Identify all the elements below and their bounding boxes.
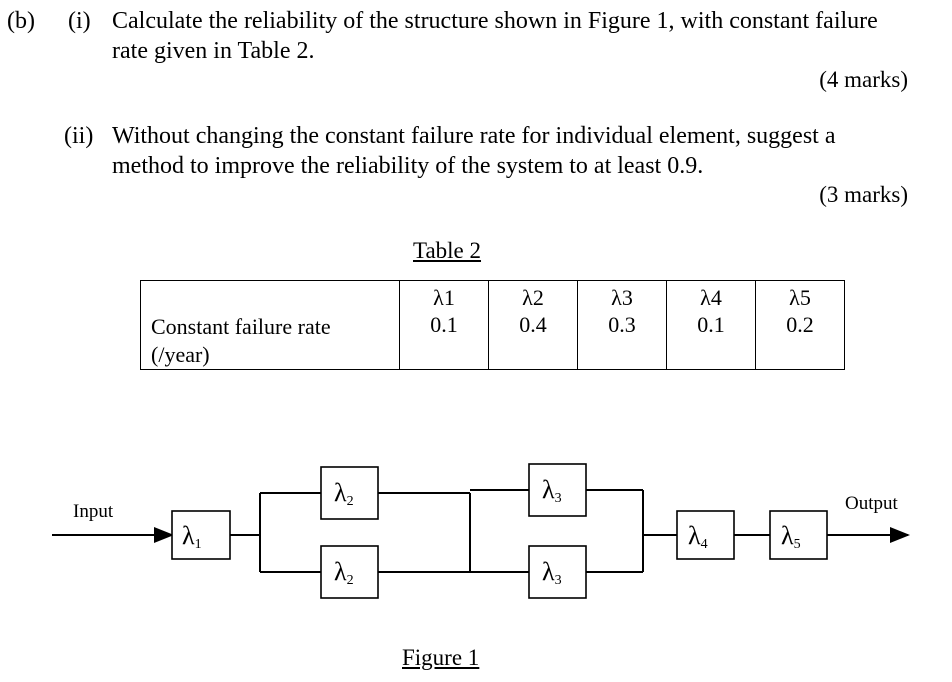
cell-value: 0.3 [608, 312, 636, 337]
block-lambda-3-upper [529, 464, 586, 516]
cell-value: 0.1 [697, 312, 725, 337]
block-lambda-3-lower [529, 546, 586, 598]
row-label-line-2: (/year) [151, 342, 210, 367]
table-cell-lambda-2 [489, 281, 578, 370]
table-caption: Table 2 [413, 238, 482, 263]
cell-value: 0.4 [519, 312, 547, 337]
block-lambda-4-label: λ4 [688, 521, 708, 552]
sub-question-1-line-1: Calculate the reliability of the structure shown in Figure 1, with constant failure [112, 8, 878, 34]
table-row [141, 281, 845, 370]
block-lambda-2-upper [321, 467, 378, 519]
column-header: λ5 [789, 285, 811, 310]
table-cell-lambda-3 [578, 281, 667, 370]
block-lambda-2-lower [321, 546, 378, 598]
figure-caption: Figure 1 [402, 645, 480, 670]
table-cell-lambda-5 [756, 281, 845, 370]
column-header: λ4 [700, 285, 722, 310]
table-cell-lambda-1 [400, 281, 489, 370]
input-label: Input [73, 501, 114, 522]
part-label: (b) [7, 8, 35, 34]
column-header: λ2 [522, 285, 544, 310]
block-lambda-2-upper-label: λ2 [334, 478, 354, 509]
block-lambda-1-label: λ1 [182, 521, 202, 552]
sub-question-2-line-2: method to improve the reliability of the system to at least 0.9. [112, 153, 704, 179]
sub-question-1-number: (i) [68, 8, 91, 34]
sub-question-1-marks: (4 marks) [819, 67, 908, 92]
sub-question-1-line-2: rate given in Table 2. [112, 38, 315, 64]
failure-rate-table [140, 280, 845, 370]
column-header: λ3 [611, 285, 633, 310]
block-lambda-2-lower-label: λ2 [334, 557, 354, 588]
block-lambda-3-upper-label: λ3 [542, 475, 562, 506]
sub-question-2-line-1: Without changing the constant failure rate for individual element, suggest a [112, 123, 836, 149]
sub-question-2-marks: (3 marks) [819, 182, 908, 207]
cell-value: 0.1 [430, 312, 458, 337]
row-label-cell [141, 281, 400, 370]
cell-value: 0.2 [786, 312, 814, 337]
block-lambda-5-label: λ5 [781, 521, 801, 552]
row-label-line-1: Constant failure rate [151, 314, 331, 339]
column-header: λ1 [433, 285, 455, 310]
block-lambda-3-lower-label: λ3 [542, 557, 562, 588]
output-label: Output [845, 493, 898, 514]
sub-question-2-number: (ii) [64, 123, 94, 149]
table-cell-lambda-4 [667, 281, 756, 370]
